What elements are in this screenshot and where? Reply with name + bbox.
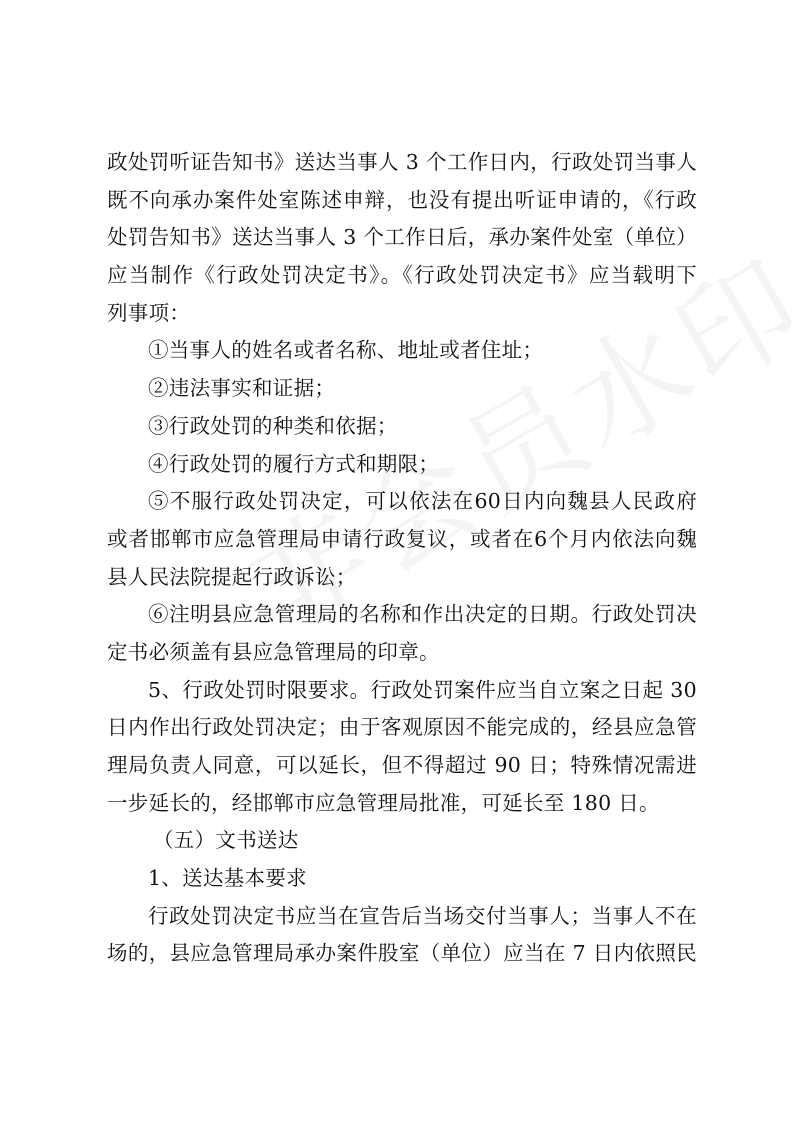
- paragraph-line: 理局负责人同意，可以延长，但不得超过 90 日；特殊情况需进: [107, 753, 697, 777]
- list-item: ①当事人的姓名或者名称、地址或者住址；: [148, 338, 544, 363]
- list-item: ④行政处罚的履行方式和期限；: [148, 451, 440, 476]
- paragraph-line: 定书必须盖有县应急管理局的印章。: [107, 639, 440, 664]
- paragraph-line: 政处罚听证告知书》送达当事人 3 个工作日内，行政处罚当事人: [107, 150, 697, 174]
- list-item: ⑥注明县应急管理局的名称和作出决定的日期。行政处罚决: [148, 602, 697, 627]
- paragraph-line: 应当制作《行政处罚决定书》。《行政处罚决定书》应当载明下: [107, 263, 697, 288]
- section-item: 5、行政处罚时限要求。行政处罚案件应当自立案之日起 30: [148, 677, 697, 702]
- document-body: [107, 144, 697, 973]
- paragraph-line: 既不向承办案件处室陈述申辩，也没有提出听证申请的，《行政: [107, 187, 697, 212]
- paragraph-line: 场的，县应急管理局承办案件股室（单位）应当在 7 日内依照民: [107, 941, 697, 966]
- section-heading: （五）文书送达: [153, 828, 299, 853]
- subsection-heading: 1、送达基本要求: [148, 866, 307, 891]
- list-item: ③行政处罚的种类和依据；: [148, 413, 398, 438]
- paragraph-line: 行政处罚决定书应当在宣告后当场交付当事人；当事人不在: [148, 903, 697, 928]
- paragraph-line: 或者邯郸市应急管理局申请行政复议，或者在6个月内依法向魏: [107, 526, 697, 551]
- list-item: ②违法事实和证据；: [148, 376, 336, 401]
- paragraph-line: 处罚告知书》送达当事人 3 个工作日后，承办案件处室（单位）: [107, 225, 697, 250]
- paragraph-line: 县人民法院提起行政诉讼；: [107, 564, 357, 589]
- list-item: ⑤不服行政处罚决定，可以依法在60日内向魏县人民政府: [148, 489, 697, 514]
- paragraph-line: 日内作出行政处罚决定；由于客观原因不能完成的，经县应急管: [107, 715, 697, 740]
- paragraph-line: 列事项：: [107, 300, 191, 325]
- paragraph-line: 一步延长的，经邯郸市应急管理局批准，可延长至 180 日。: [107, 790, 660, 815]
